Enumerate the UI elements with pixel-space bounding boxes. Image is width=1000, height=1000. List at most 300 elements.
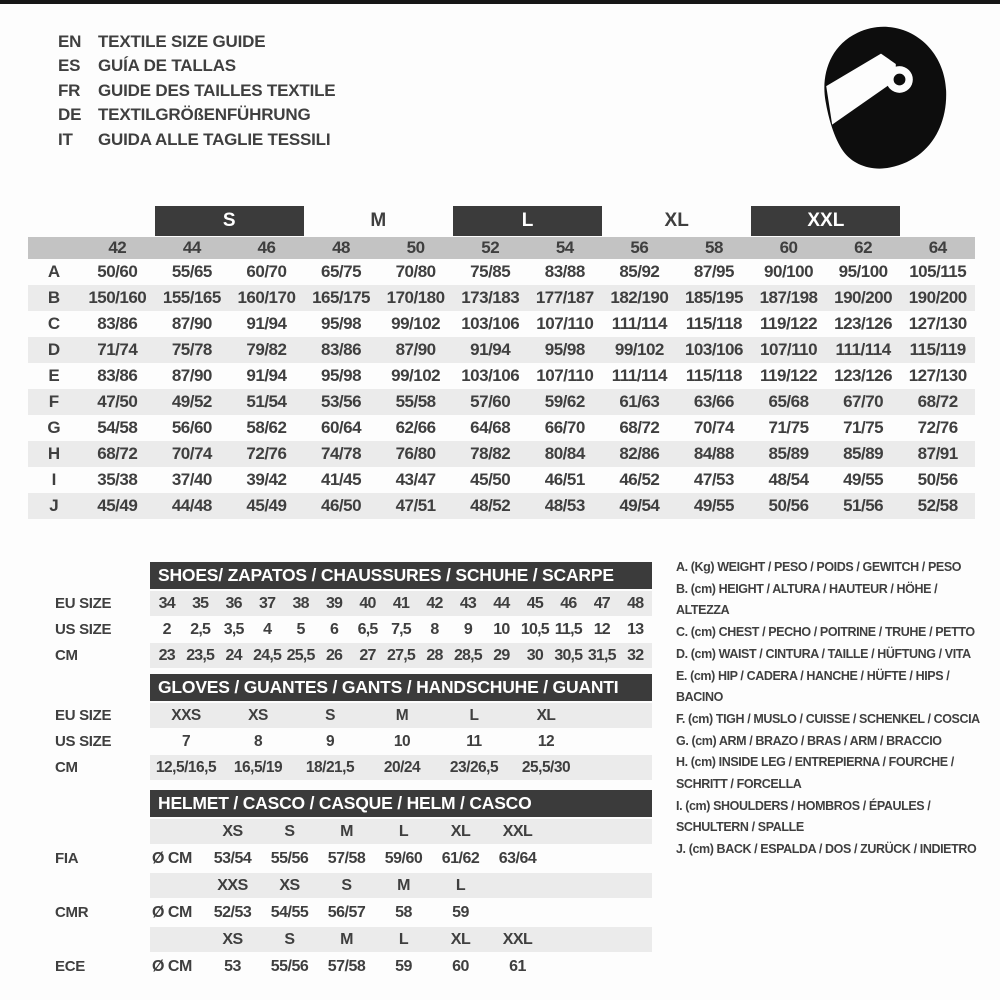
table-cell: 123/126 bbox=[834, 366, 893, 385]
table-cell: 103/106 bbox=[461, 366, 520, 385]
table-cell: 16,5/19 bbox=[233, 758, 283, 776]
table-cell: 52/58 bbox=[917, 496, 958, 515]
table-cell: 11 bbox=[466, 732, 482, 750]
table-cell: 123/126 bbox=[834, 314, 893, 333]
table-cell: 70/80 bbox=[395, 262, 436, 281]
table-cell: 6 bbox=[330, 620, 339, 638]
legend-item: J. (cm) BACK / ESPALDA / DOS / ZURÜCK / INDIETRO bbox=[676, 842, 977, 857]
table-cell: 177/187 bbox=[535, 288, 594, 307]
size-group-m: M bbox=[370, 210, 387, 231]
language-row bbox=[58, 79, 335, 103]
table-cell: 87/90 bbox=[395, 340, 436, 359]
table-cell: 41/45 bbox=[321, 470, 362, 489]
table-cell: 160/170 bbox=[237, 288, 296, 307]
shoes-title-bar: SHOES/ ZAPATOS / CHAUSSURES / SCHUHE / SCARPE bbox=[150, 562, 652, 589]
size-header: L bbox=[398, 930, 409, 948]
size-header: XL bbox=[450, 930, 471, 948]
size-group-s: S bbox=[155, 206, 304, 236]
unit-label: Ø CM bbox=[152, 849, 192, 867]
row-values bbox=[150, 617, 652, 642]
table-cell: 20/24 bbox=[383, 758, 421, 776]
table-row bbox=[55, 591, 675, 616]
gloves-title-row bbox=[55, 674, 675, 701]
table-cell: 45/49 bbox=[246, 496, 287, 515]
table-cell: 30,5 bbox=[554, 646, 583, 664]
helmet-values bbox=[150, 954, 652, 979]
legend-item: A. (Kg) WEIGHT / PESO / POIDS / GEWITCH / PESO bbox=[676, 560, 962, 574]
table-cell: 55/58 bbox=[395, 392, 436, 411]
table-cell: 55/56 bbox=[270, 849, 309, 867]
table-cell: 48/52 bbox=[470, 496, 511, 515]
table-cell: 107/110 bbox=[536, 314, 594, 333]
table-cell: 65/75 bbox=[321, 262, 362, 281]
table-cell: 54/55 bbox=[270, 903, 309, 921]
shoes-table-body bbox=[55, 591, 675, 668]
row-letter: B bbox=[47, 288, 61, 307]
legend-item: B. (cm) HEIGHT / ALTURA / HAUTEUR / HÖHE / ALTEZZA bbox=[676, 581, 938, 618]
language-list bbox=[58, 30, 335, 152]
table-cell: M bbox=[395, 706, 409, 724]
row-letter: I bbox=[51, 470, 57, 489]
table-cell: 36 bbox=[225, 594, 242, 612]
language-row bbox=[58, 54, 335, 78]
row-values bbox=[150, 755, 652, 780]
table-cell: 95/98 bbox=[321, 366, 362, 385]
table-cell: 28,5 bbox=[453, 646, 482, 664]
table-cell: 32 bbox=[627, 646, 644, 664]
size-header: S bbox=[284, 930, 295, 948]
gloves-title-bar: GLOVES / GUANTES / GANTS / HANDSCHUHE / GUANTI bbox=[150, 674, 652, 701]
helmet-values bbox=[150, 846, 652, 871]
row-label: EU SIZE bbox=[55, 707, 112, 724]
table-cell: 7,5 bbox=[391, 620, 411, 638]
helmet-table bbox=[55, 790, 675, 981]
table-cell: 46/52 bbox=[619, 470, 660, 489]
table-cell: 71/75 bbox=[843, 418, 884, 437]
size-header: M bbox=[340, 930, 353, 948]
table-cell: 12,5/16,5 bbox=[155, 758, 217, 776]
table-cell: 44 bbox=[493, 594, 510, 612]
size-header: XS bbox=[222, 930, 243, 948]
table-cell: 78/82 bbox=[470, 444, 511, 463]
table-cell: 23 bbox=[158, 646, 175, 664]
table-cell: L bbox=[469, 706, 479, 724]
language-code: EN bbox=[58, 32, 82, 51]
table-cell: 58/62 bbox=[246, 418, 287, 437]
column-header: 48 bbox=[332, 238, 350, 257]
table-cell: 107/110 bbox=[760, 340, 818, 359]
table-cell: 48 bbox=[627, 594, 644, 612]
helmet-value-row bbox=[55, 954, 675, 979]
table-cell: 37/40 bbox=[171, 470, 212, 489]
table-cell: 46/51 bbox=[544, 470, 585, 489]
table-cell: 52/53 bbox=[213, 903, 252, 921]
table-cell: 103/106 bbox=[684, 340, 743, 359]
table-cell: 55/56 bbox=[270, 957, 309, 975]
gloves-table bbox=[55, 674, 675, 781]
size-header: XL bbox=[450, 822, 471, 840]
table-cell: 66/70 bbox=[544, 418, 585, 437]
helmet-title-row bbox=[55, 790, 675, 817]
table-cell: 6,5 bbox=[357, 620, 378, 638]
table-cell: 107/110 bbox=[536, 366, 594, 385]
row-values bbox=[150, 703, 652, 728]
row-letter: G bbox=[47, 418, 61, 437]
size-header: XXL bbox=[502, 822, 533, 840]
textile-size-table bbox=[28, 206, 975, 519]
table-cell: 24 bbox=[225, 646, 242, 664]
language-title: GUÍA DE TALLAS bbox=[98, 56, 236, 76]
table-cell: 105/115 bbox=[909, 262, 967, 281]
table-cell: 5 bbox=[296, 620, 305, 638]
table-cell: 26 bbox=[325, 646, 343, 664]
standard-label: FIA bbox=[55, 850, 79, 867]
table-cell: 115/118 bbox=[685, 314, 742, 333]
table-cell: 91/94 bbox=[246, 366, 287, 385]
table-cell: 18/21,5 bbox=[305, 758, 355, 776]
table-cell: 68/72 bbox=[619, 418, 660, 437]
helmet-value-row bbox=[55, 900, 675, 925]
table-cell: 35/38 bbox=[97, 470, 138, 489]
table-cell: 111/114 bbox=[835, 340, 891, 359]
table-cell: XXS bbox=[171, 706, 201, 724]
table-cell: 49/54 bbox=[619, 496, 660, 515]
legend-item: D. (cm) WAIST / CINTURA / TAILLE / HÜFTUNG / VITA bbox=[676, 646, 971, 661]
size-header: M bbox=[340, 822, 353, 840]
table-cell: 43/47 bbox=[395, 470, 436, 489]
table-cell: 31,5 bbox=[587, 646, 616, 664]
table-cell: 85/89 bbox=[843, 444, 884, 463]
table-cell: 42 bbox=[426, 594, 443, 612]
row-label: US SIZE bbox=[55, 621, 112, 638]
column-header: 64 bbox=[928, 238, 947, 257]
textile-row-f bbox=[28, 389, 975, 415]
table-cell: 67/70 bbox=[843, 392, 884, 411]
language-row bbox=[58, 30, 335, 54]
size-header: S bbox=[341, 876, 352, 894]
table-cell: 87/95 bbox=[693, 262, 734, 281]
table-cell: 87/90 bbox=[171, 314, 212, 333]
table-cell: 79/82 bbox=[246, 340, 287, 359]
table-cell: 74/78 bbox=[321, 444, 362, 463]
legend-item: E. (cm) HIP / CADERA / HANCHE / HÜFTE / HIPS / BACINO bbox=[676, 668, 950, 705]
table-cell: 9 bbox=[463, 620, 472, 638]
table-cell: 61 bbox=[509, 957, 526, 975]
table-cell: 75/85 bbox=[470, 262, 511, 281]
spacer bbox=[55, 873, 150, 898]
table-cell: 187/198 bbox=[759, 288, 818, 307]
textile-row-h bbox=[28, 441, 975, 467]
size-header: L bbox=[398, 822, 409, 840]
table-cell: 61/62 bbox=[441, 849, 480, 867]
table-cell: 76/80 bbox=[395, 444, 436, 463]
table-cell: 27 bbox=[359, 646, 376, 664]
column-header: 42 bbox=[108, 238, 127, 257]
helmet-size-row bbox=[55, 927, 675, 952]
language-row bbox=[58, 103, 335, 127]
row-label: CM bbox=[55, 759, 78, 776]
row-letter: C bbox=[47, 314, 61, 333]
table-cell: 90/100 bbox=[764, 262, 814, 281]
table-cell: 119/122 bbox=[760, 314, 818, 333]
table-cell: 70/74 bbox=[171, 444, 212, 463]
table-cell: 190/200 bbox=[908, 288, 967, 307]
table-cell: 71/74 bbox=[97, 340, 138, 359]
table-cell: 46/50 bbox=[321, 496, 362, 515]
table-cell: 23/26,5 bbox=[449, 758, 499, 776]
table-cell: 49/52 bbox=[171, 392, 212, 411]
table-cell: 59 bbox=[452, 903, 469, 921]
table-cell: XL bbox=[536, 706, 556, 724]
table-cell: 115/118 bbox=[685, 366, 742, 385]
textile-row-j bbox=[28, 493, 975, 519]
table-cell: 49/55 bbox=[693, 496, 734, 515]
table-cell: 25,5 bbox=[286, 646, 315, 664]
size-groups-row bbox=[28, 206, 975, 236]
language-title: TEXTILGRÖßENFÜHRUNG bbox=[98, 105, 311, 125]
size-header: S bbox=[284, 822, 295, 840]
legend-item: G. (cm) ARM / BRAZO / BRAS / ARM / BRACCIO bbox=[676, 733, 942, 748]
table-cell: 85/92 bbox=[619, 262, 660, 281]
table-cell: 8 bbox=[430, 620, 439, 638]
table-cell: 85/89 bbox=[768, 444, 809, 463]
table-cell: 50/56 bbox=[768, 496, 809, 515]
table-cell: 185/195 bbox=[684, 288, 743, 307]
table-cell: 83/86 bbox=[97, 314, 138, 333]
table-cell: 91/94 bbox=[470, 340, 511, 359]
table-cell: 84/88 bbox=[693, 444, 734, 463]
table-cell: 47 bbox=[593, 594, 610, 612]
table-cell: 47/51 bbox=[395, 496, 436, 515]
size-header: L bbox=[455, 876, 466, 894]
table-cell: 111/114 bbox=[611, 366, 667, 385]
spacer bbox=[55, 790, 150, 817]
table-cell: 83/86 bbox=[97, 366, 138, 385]
row-letter: H bbox=[47, 444, 61, 463]
table-cell: 49/55 bbox=[843, 470, 884, 489]
table-cell: 51/56 bbox=[843, 496, 884, 515]
size-header: M bbox=[397, 876, 410, 894]
table-cell: 75/78 bbox=[171, 340, 212, 359]
table-cell: 182/190 bbox=[610, 288, 669, 307]
column-header: 62 bbox=[854, 238, 873, 257]
table-cell: 57/58 bbox=[327, 849, 366, 867]
column-header: 56 bbox=[630, 238, 649, 257]
table-cell: 24,5 bbox=[253, 646, 282, 664]
column-header: 46 bbox=[257, 238, 276, 257]
table-cell: 53/54 bbox=[213, 849, 252, 867]
table-cell: 41 bbox=[392, 594, 410, 612]
table-cell: 87/90 bbox=[171, 366, 212, 385]
table-cell: 63/66 bbox=[693, 392, 734, 411]
shoes-title-row bbox=[55, 562, 675, 589]
textile-row-d bbox=[28, 337, 975, 363]
language-title: GUIDA ALLE TAGLIE TESSILI bbox=[98, 129, 331, 149]
table-cell: 38 bbox=[292, 594, 309, 612]
table-cell: 58 bbox=[395, 903, 412, 921]
table-cell: 30 bbox=[526, 646, 543, 664]
table-cell: 45/50 bbox=[470, 470, 511, 489]
column-header: 54 bbox=[555, 238, 574, 257]
helmet-sizes bbox=[150, 873, 652, 898]
table-cell: 48/53 bbox=[544, 496, 585, 515]
table-cell: 111/114 bbox=[611, 314, 667, 333]
table-cell: 99/102 bbox=[614, 340, 664, 359]
table-cell: 80/84 bbox=[544, 444, 585, 463]
table-cell: 59/60 bbox=[384, 849, 423, 867]
table-cell: 10 bbox=[393, 732, 411, 750]
table-cell: 71/75 bbox=[768, 418, 809, 437]
textile-row-c bbox=[28, 311, 975, 337]
table-cell: 60/64 bbox=[321, 418, 362, 437]
standard-label: CMR bbox=[55, 904, 89, 921]
table-cell: 50/60 bbox=[97, 262, 138, 281]
table-cell: 28 bbox=[426, 646, 443, 664]
table-cell: 40 bbox=[359, 594, 376, 612]
table-cell: 47/53 bbox=[693, 470, 734, 489]
language-title: GUIDE DES TAILLES TEXTILE bbox=[98, 80, 336, 100]
table-cell: 99/102 bbox=[391, 314, 441, 333]
table-cell: 83/86 bbox=[321, 340, 362, 359]
column-header: 52 bbox=[481, 238, 500, 257]
table-cell: S bbox=[325, 706, 335, 724]
size-header: XXL bbox=[502, 930, 533, 948]
table-row bbox=[55, 703, 675, 728]
table-cell: 56/57 bbox=[327, 903, 366, 921]
table-cell: 45 bbox=[526, 594, 543, 612]
language-code: IT bbox=[58, 129, 73, 149]
legend-item: H. (cm) INSIDE LEG / ENTREPIERNA / FOURCHE / SCHRITT / FORCELLA bbox=[676, 755, 954, 792]
table-cell: 53/56 bbox=[321, 392, 362, 411]
gloves-table-body bbox=[55, 703, 675, 780]
unit-label: Ø CM bbox=[152, 903, 192, 921]
row-values bbox=[150, 729, 652, 754]
table-cell: 7 bbox=[181, 732, 191, 750]
table-cell: 10,5 bbox=[520, 620, 549, 638]
table-cell: 70/74 bbox=[693, 418, 734, 437]
size-group-xl: XL bbox=[664, 210, 689, 231]
textile-row-a bbox=[28, 259, 975, 285]
textile-row-b bbox=[28, 285, 975, 311]
table-cell: 55/65 bbox=[171, 262, 212, 281]
textile-row-g bbox=[28, 415, 975, 441]
table-cell: 23,5 bbox=[186, 646, 215, 664]
helmet-size-row bbox=[55, 819, 675, 844]
table-cell: 103/106 bbox=[461, 314, 520, 333]
table-cell: 61/63 bbox=[619, 392, 660, 411]
row-letter: E bbox=[48, 366, 60, 385]
row-values bbox=[150, 643, 652, 668]
size-header: XS bbox=[222, 822, 243, 840]
legend-item: F. (cm) TIGH / MUSLO / CUISSE / SCHENKEL / COSCIA bbox=[676, 711, 980, 726]
table-cell: 51/54 bbox=[246, 392, 287, 411]
row-label: EU SIZE bbox=[55, 595, 112, 612]
size-group-l: L bbox=[453, 206, 602, 236]
spacer bbox=[55, 562, 150, 589]
column-header: 58 bbox=[704, 238, 723, 257]
language-code: FR bbox=[58, 80, 81, 100]
table-row bbox=[55, 729, 675, 754]
table-cell: 170/180 bbox=[386, 288, 445, 307]
textile-columns-band bbox=[28, 237, 975, 259]
table-cell: 165/175 bbox=[312, 288, 371, 307]
table-cell: 59 bbox=[395, 957, 412, 975]
table-cell: 10 bbox=[493, 620, 510, 638]
table-cell: 115/119 bbox=[909, 340, 966, 359]
table-cell: 8 bbox=[253, 732, 263, 750]
table-cell: 95/100 bbox=[838, 262, 888, 281]
helmet-sizes bbox=[150, 819, 652, 844]
size-header: XS bbox=[279, 876, 300, 894]
language-row bbox=[58, 128, 335, 152]
helmet-icon bbox=[803, 24, 959, 172]
table-cell: 37 bbox=[259, 594, 276, 612]
table-cell: 65/68 bbox=[768, 392, 809, 411]
size-header: XXS bbox=[217, 876, 248, 894]
helmet-sizes bbox=[150, 927, 652, 952]
language-title: TEXTILE SIZE GUIDE bbox=[98, 32, 266, 51]
table-cell: 119/122 bbox=[760, 366, 818, 385]
legend-item: C. (cm) CHEST / PECHO / POITRINE / TRUHE / PETTO bbox=[676, 625, 975, 640]
table-cell: 72/76 bbox=[917, 418, 958, 437]
table-cell: 50/56 bbox=[917, 470, 958, 489]
table-cell: 155/165 bbox=[162, 288, 221, 307]
table-cell: 57/58 bbox=[327, 957, 366, 975]
table-cell: 13 bbox=[627, 620, 644, 638]
row-letter: D bbox=[47, 340, 61, 359]
table-cell: 47/50 bbox=[97, 392, 138, 411]
helmet-values bbox=[150, 900, 652, 925]
table-row bbox=[55, 617, 675, 642]
table-cell: 39 bbox=[325, 594, 343, 612]
table-cell: 45/49 bbox=[97, 496, 138, 515]
table-cell: 53 bbox=[224, 957, 241, 975]
column-header: 60 bbox=[779, 238, 798, 257]
table-cell: 59/62 bbox=[544, 392, 585, 411]
table-cell: 44/48 bbox=[171, 496, 212, 515]
unit-label: Ø CM bbox=[152, 957, 192, 975]
table-cell: 29 bbox=[493, 646, 510, 664]
table-cell: 87/91 bbox=[917, 444, 958, 463]
table-cell: 68/72 bbox=[917, 392, 958, 411]
spacer bbox=[55, 927, 150, 952]
table-cell: XS bbox=[248, 706, 268, 724]
table-cell: 12 bbox=[593, 620, 610, 638]
table-cell: 68/72 bbox=[97, 444, 138, 463]
column-header: 50 bbox=[406, 238, 425, 257]
legend-item: I. (cm) SHOULDERS / HOMBROS / ÉPAULES / SCHULTERN / SPALLE bbox=[676, 798, 931, 835]
language-code: ES bbox=[58, 56, 81, 76]
row-values bbox=[150, 591, 652, 616]
row-letter: F bbox=[48, 392, 60, 411]
language-code: DE bbox=[58, 105, 82, 125]
table-cell: 63/64 bbox=[498, 849, 537, 867]
table-cell: 2 bbox=[162, 620, 171, 638]
table-cell: 95/98 bbox=[544, 340, 585, 359]
table-cell: 4 bbox=[263, 620, 272, 638]
table-cell: 64/68 bbox=[470, 418, 511, 437]
table-cell: 3,5 bbox=[223, 620, 244, 638]
textile-table-body bbox=[28, 259, 975, 519]
top-border bbox=[0, 0, 1000, 4]
table-cell: 60 bbox=[452, 957, 469, 975]
table-cell: 35 bbox=[192, 594, 209, 612]
table-cell: 9 bbox=[325, 732, 335, 750]
table-cell: 83/88 bbox=[544, 262, 585, 281]
table-cell: 54/58 bbox=[97, 418, 138, 437]
row-label: CM bbox=[55, 647, 78, 664]
table-cell: 39/42 bbox=[246, 470, 287, 489]
